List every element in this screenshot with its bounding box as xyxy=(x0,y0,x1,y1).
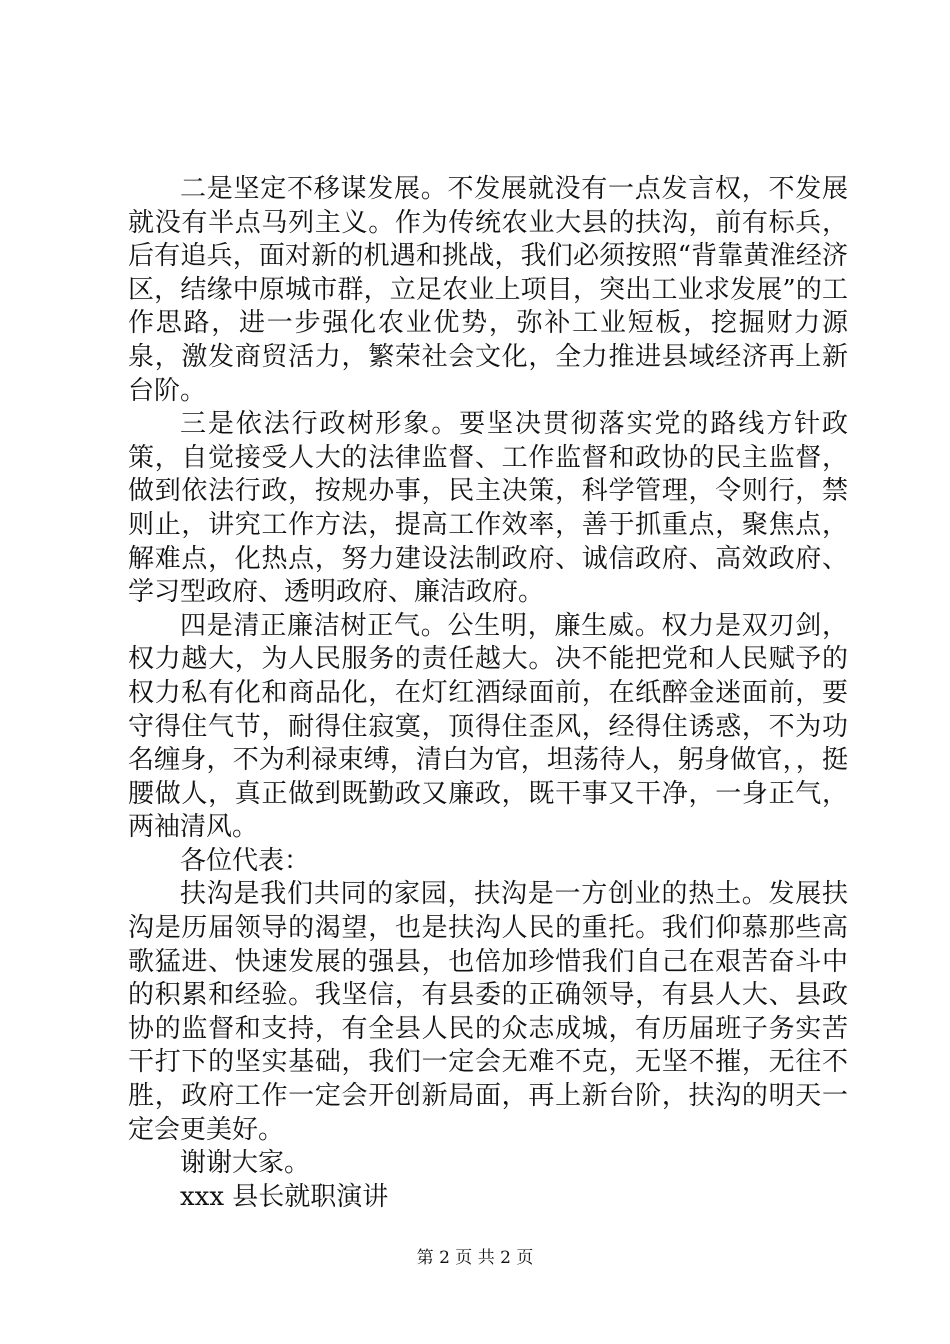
paragraph-conclusion: 扶沟是我们共同的家园，扶沟是一方创业的热土。发展扶沟是历届领导的渴望，也是扶沟人民的重托。我们仰慕那些高歌猛进、快速发展的强县，也倍加珍惜我们自己在艰苦奋斗中的积累和经验。我坚信，有县委的正确领导，有县人大、县政协的监督和支持，有全县人民的众志成城，有历届班子务实苦干打下的坚实基础，我们一定会无难不克，无坚不摧，无往不胜，政府工作一定会开创新局面，再上新台阶，扶沟的明天一定会更美好。 xyxy=(128,879,848,1145)
closing-title: xxx 县长就职演讲 xyxy=(180,1181,389,1212)
thanks-line: 谢谢大家。 xyxy=(180,1148,311,1179)
paragraph-rule-of-law: 三是依法行政树形象。要坚决贯彻落实党的路线方针政策，自觉接受人大的法律监督、工作监督和政协的民主监督，做到依法行政，按规办事，民主决策，科学管理，令则行，禁则止，讲究工作方法，提高工作效率，善于抓重点，聚焦点，解难点，化热点，努力建设法制政府、诚信政府、高效政府、学习型政府、透明政府、廉洁政府。 xyxy=(128,409,848,608)
document-body xyxy=(128,173,848,1214)
paragraph-integrity: 四是清正廉洁树正气。公生明，廉生威。权力是双刃剑，权力越大，为人民服务的责任越大。决不能把党和人民赋予的权力私有化和商品化，在灯红酒绿面前，在纸醉金迷面前，要守得住气节，耐得住寂寞，顶得住歪风，经得住诱惑，不为功名缠身，不为利禄束缚，清白为官，坦荡待人，躬身做官，，挺腰做人，真正做到既勤政又廉政，既干事又干净，一身正气，两袖清风。 xyxy=(128,610,848,843)
paragraph-develop: 二是坚定不移谋发展。不发展就没有一点发言权，不发展就没有半点马列主义。作为传统农业大县的扶沟，前有标兵，后有追兵，面对新的机遇和挑战，我们必须按照“背靠黄淮经济区，结缘中原城市群，立足农业上项目，突出工业求发展”的工作思路，进一步强化农业优势，弥补工业短板，挖掘财力源泉，激发商贸活力，繁荣社会文化，全力推进县域经济再上新台阶。 xyxy=(128,174,848,406)
page-number-footer: 第 2 页 共 2 页 xyxy=(416,1248,534,1268)
salutation-line: 各位代表： xyxy=(180,845,311,876)
